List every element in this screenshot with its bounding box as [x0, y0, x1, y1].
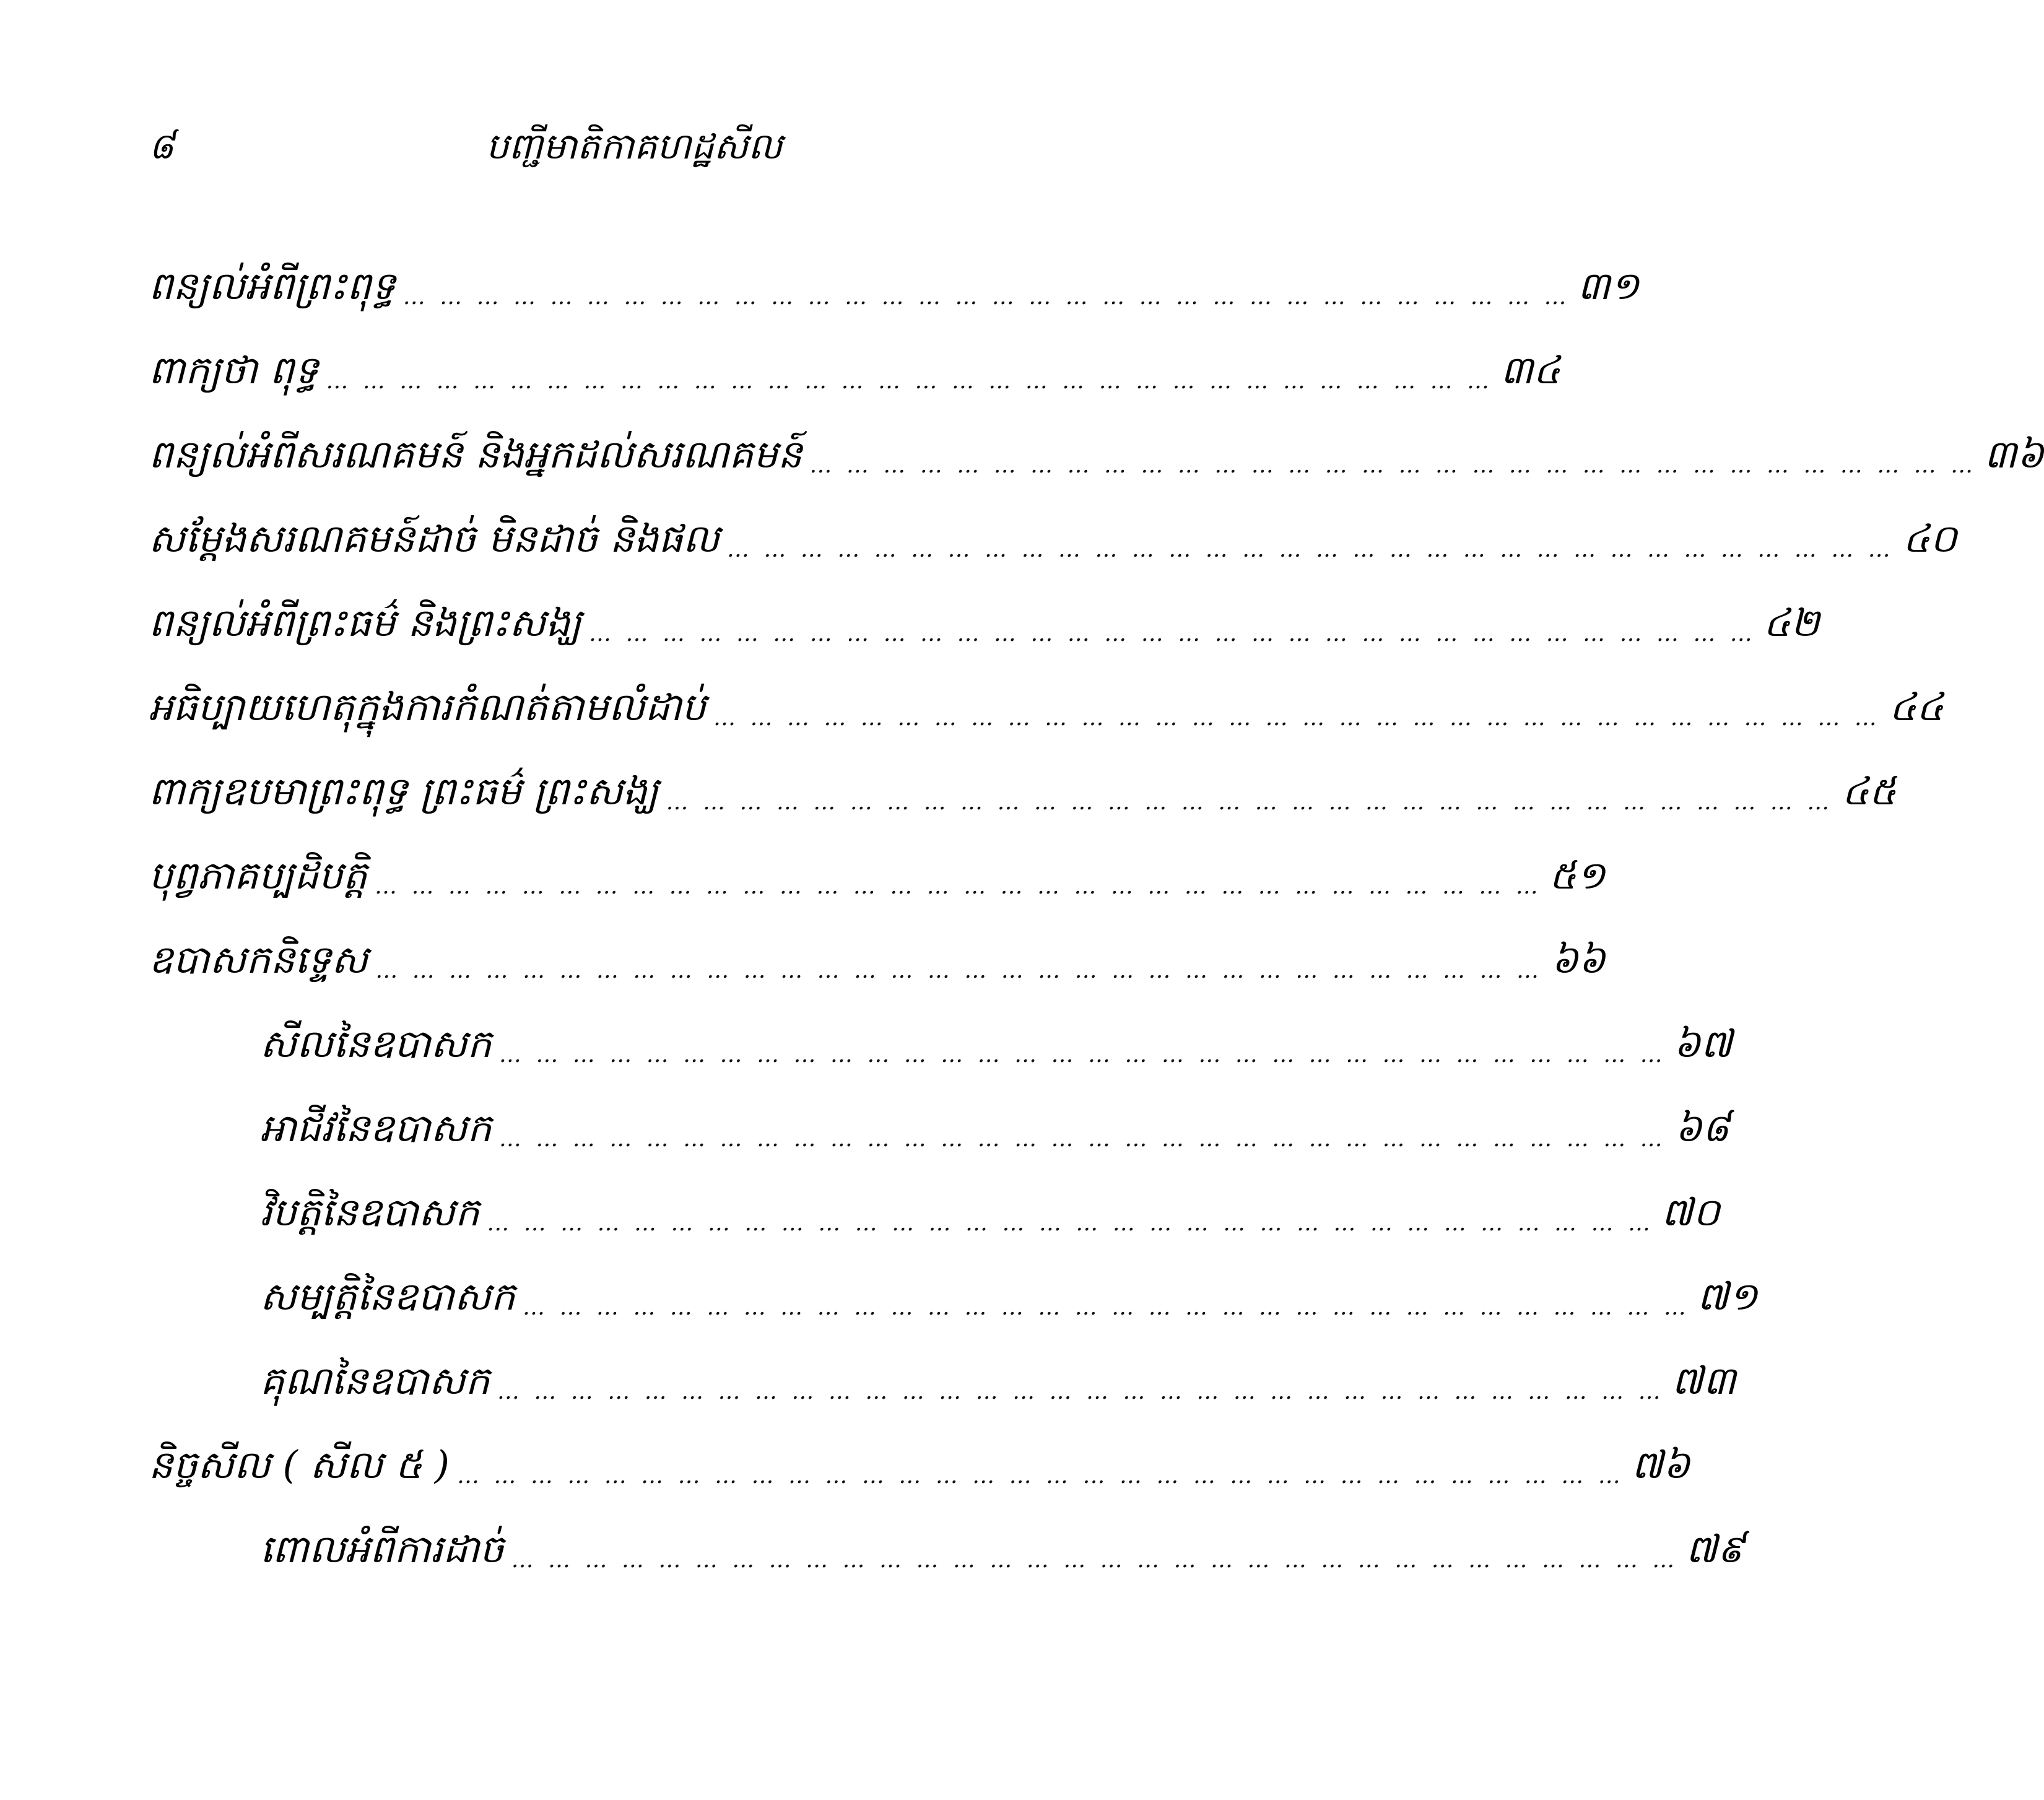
- toc-entry: [149, 1427, 1690, 1511]
- toc-entry-page-number: ៣១: [1577, 263, 1640, 308]
- toc-leader-dots: … … … … … … … … … … … … … … … … … … … … … … … … … … … … … … … …: [456, 1463, 1624, 1489]
- toc-entry: [149, 1174, 1720, 1258]
- toc-entry-page-number: ៤០: [1902, 515, 1957, 561]
- toc-entry: [149, 669, 1944, 753]
- toc-entry-title: ពាក្យឧបមាព្រះពុទ្ធ ព្រះធម៌ ព្រះសង្ឃ: [149, 768, 659, 814]
- toc-leader-dots: … … … … … … … … … … … … … … … … … … … … … … … … … … … … … … … …: [375, 874, 1542, 899]
- page-number: ៨: [149, 125, 175, 167]
- toc-leader-dots: … … … … … … … … … … … … … … … … … … … … … … … … … … … … … … … …: [523, 1295, 1690, 1320]
- toc-entry: [149, 416, 2044, 500]
- toc-entry-title: និច្ចសីល ( សីល ៥ ): [149, 1441, 450, 1487]
- toc-entry-page-number: ៧០: [1661, 1189, 1720, 1235]
- toc-entry-page-number: ៤៥: [1842, 768, 1897, 814]
- toc-entry-page-number: ៧៣: [1671, 1357, 1736, 1403]
- toc-entry-title: គុណនៃឧបាសក: [260, 1357, 490, 1403]
- toc-entry-page-number: ៥១: [1549, 852, 1606, 898]
- toc-entry-page-number: ៧១: [1697, 1273, 1758, 1319]
- toc-leader-dots: … … … … … … … … … … … … … … … … … … … … … … … … … … … … … … … …: [375, 958, 1542, 983]
- toc-entry: [149, 1090, 1729, 1174]
- toc-entry: [149, 753, 1897, 837]
- toc-leader-dots: … … … … … … … … … … … … … … … … … … … … … … … … … … … … … … … …: [809, 453, 1977, 478]
- toc-entry-page-number: ៧៩: [1685, 1526, 1745, 1572]
- toc-entry-title: ពោលអំពីការដាច់: [260, 1526, 504, 1572]
- toc-entry: [149, 1006, 1733, 1090]
- toc-entry-title: អធិប្បាយហេតុក្នុងការកំណត់តាមលំដាប់: [149, 684, 707, 729]
- toc-leader-dots: … … … … … … … … … … … … … … … … … … … … … … … … … … … … … … … …: [498, 1126, 1666, 1152]
- toc-entry: [149, 1258, 1758, 1342]
- toc-leader-dots: … … … … … … … … … … … … … … … … … … … … … … … … … … … … … … … …: [713, 705, 1881, 731]
- toc-leader-dots: … … … … … … … … … … … … … … … … … … … … … … … … … … … … … … … …: [326, 368, 1494, 394]
- toc-leader-dots: … … … … … … … … … … … … … … … … … … … … … … … … … … … … … … … …: [402, 284, 1570, 310]
- toc-entry-title: សីលនៃឧបាសក: [260, 1020, 492, 1066]
- toc-entry: [149, 500, 1957, 585]
- toc-entry-title: ឧបាសកនិទ្ទេស: [149, 936, 368, 982]
- toc-entry: [149, 1342, 1736, 1427]
- toc-entry: [149, 585, 1820, 669]
- toc-entry-page-number: ៤២: [1763, 599, 1820, 645]
- page-title: បញ្ជីមាតិកាគហដ្ឋសីល: [485, 125, 783, 167]
- toc-entry-title: អាជីវនៃឧបាសក: [260, 1105, 492, 1150]
- toc-entry: [149, 921, 1606, 1006]
- toc-entry-title: វិបត្តិនៃឧបាសក: [260, 1189, 480, 1235]
- toc-entry-title: ពន្យល់អំពីព្រះធម៌ និងព្រះសង្ឃ: [149, 599, 582, 645]
- toc-leader-dots: … … … … … … … … … … … … … … … … … … … … … … … … … … … … … … … …: [487, 1211, 1654, 1236]
- toc-entry-page-number: ៣៦: [1984, 431, 2044, 477]
- toc-leader-dots: … … … … … … … … … … … … … … … … … … … … … … … … … … … … … … … …: [498, 1042, 1666, 1067]
- toc-entry-title: សម្តែងសរណគមន៍ដាច់ មិនដាច់ និងផល: [149, 515, 720, 561]
- toc-leader-dots: … … … … … … … … … … … … … … … … … … … … … … … … … … … … … … … …: [726, 537, 1894, 562]
- toc-entry-title: សម្បត្តិនៃឧបាសក: [260, 1273, 516, 1319]
- toc-leader-dots: … … … … … … … … … … … … … … … … … … … … … … … … … … … … … … … …: [589, 621, 1756, 646]
- toc-leader-dots: … … … … … … … … … … … … … … … … … … … … … … … … … … … … … … … …: [511, 1547, 1679, 1573]
- toc-entry-page-number: ៣៤: [1500, 347, 1560, 393]
- toc-leader-dots: … … … … … … … … … … … … … … … … … … … … … … … … … … … … … … … …: [666, 789, 1833, 815]
- toc-entry-page-number: ៧៦: [1631, 1441, 1690, 1487]
- toc-entry: [149, 1511, 1745, 1595]
- toc-entry-title: បុព្វភាគប្បដិបត្តិ: [149, 852, 367, 898]
- toc-entry-title: ពាក្យថា ពុទ្ធ: [149, 347, 319, 393]
- toc-entry: [149, 837, 1606, 921]
- toc-entry: [149, 248, 1640, 332]
- toc-entry-title: ពន្យល់អំពីសរណគមន៍ និងអ្នកដល់សរណគមន៍: [149, 431, 802, 477]
- toc-entry-title: ពន្យល់អំពីព្រះពុទ្ធ: [149, 263, 396, 308]
- toc-entry: [149, 332, 1560, 416]
- toc-entry-page-number: ៦៨: [1674, 1105, 1729, 1150]
- toc-entry-page-number: ៦៦: [1551, 936, 1606, 982]
- toc-entry-page-number: ៦៧: [1673, 1020, 1733, 1066]
- toc-leader-dots: … … … … … … … … … … … … … … … … … … … … … … … … … … … … … … … …: [497, 1379, 1664, 1404]
- toc-entry-page-number: ៤៤: [1889, 684, 1944, 729]
- table-of-contents: [149, 248, 2044, 1595]
